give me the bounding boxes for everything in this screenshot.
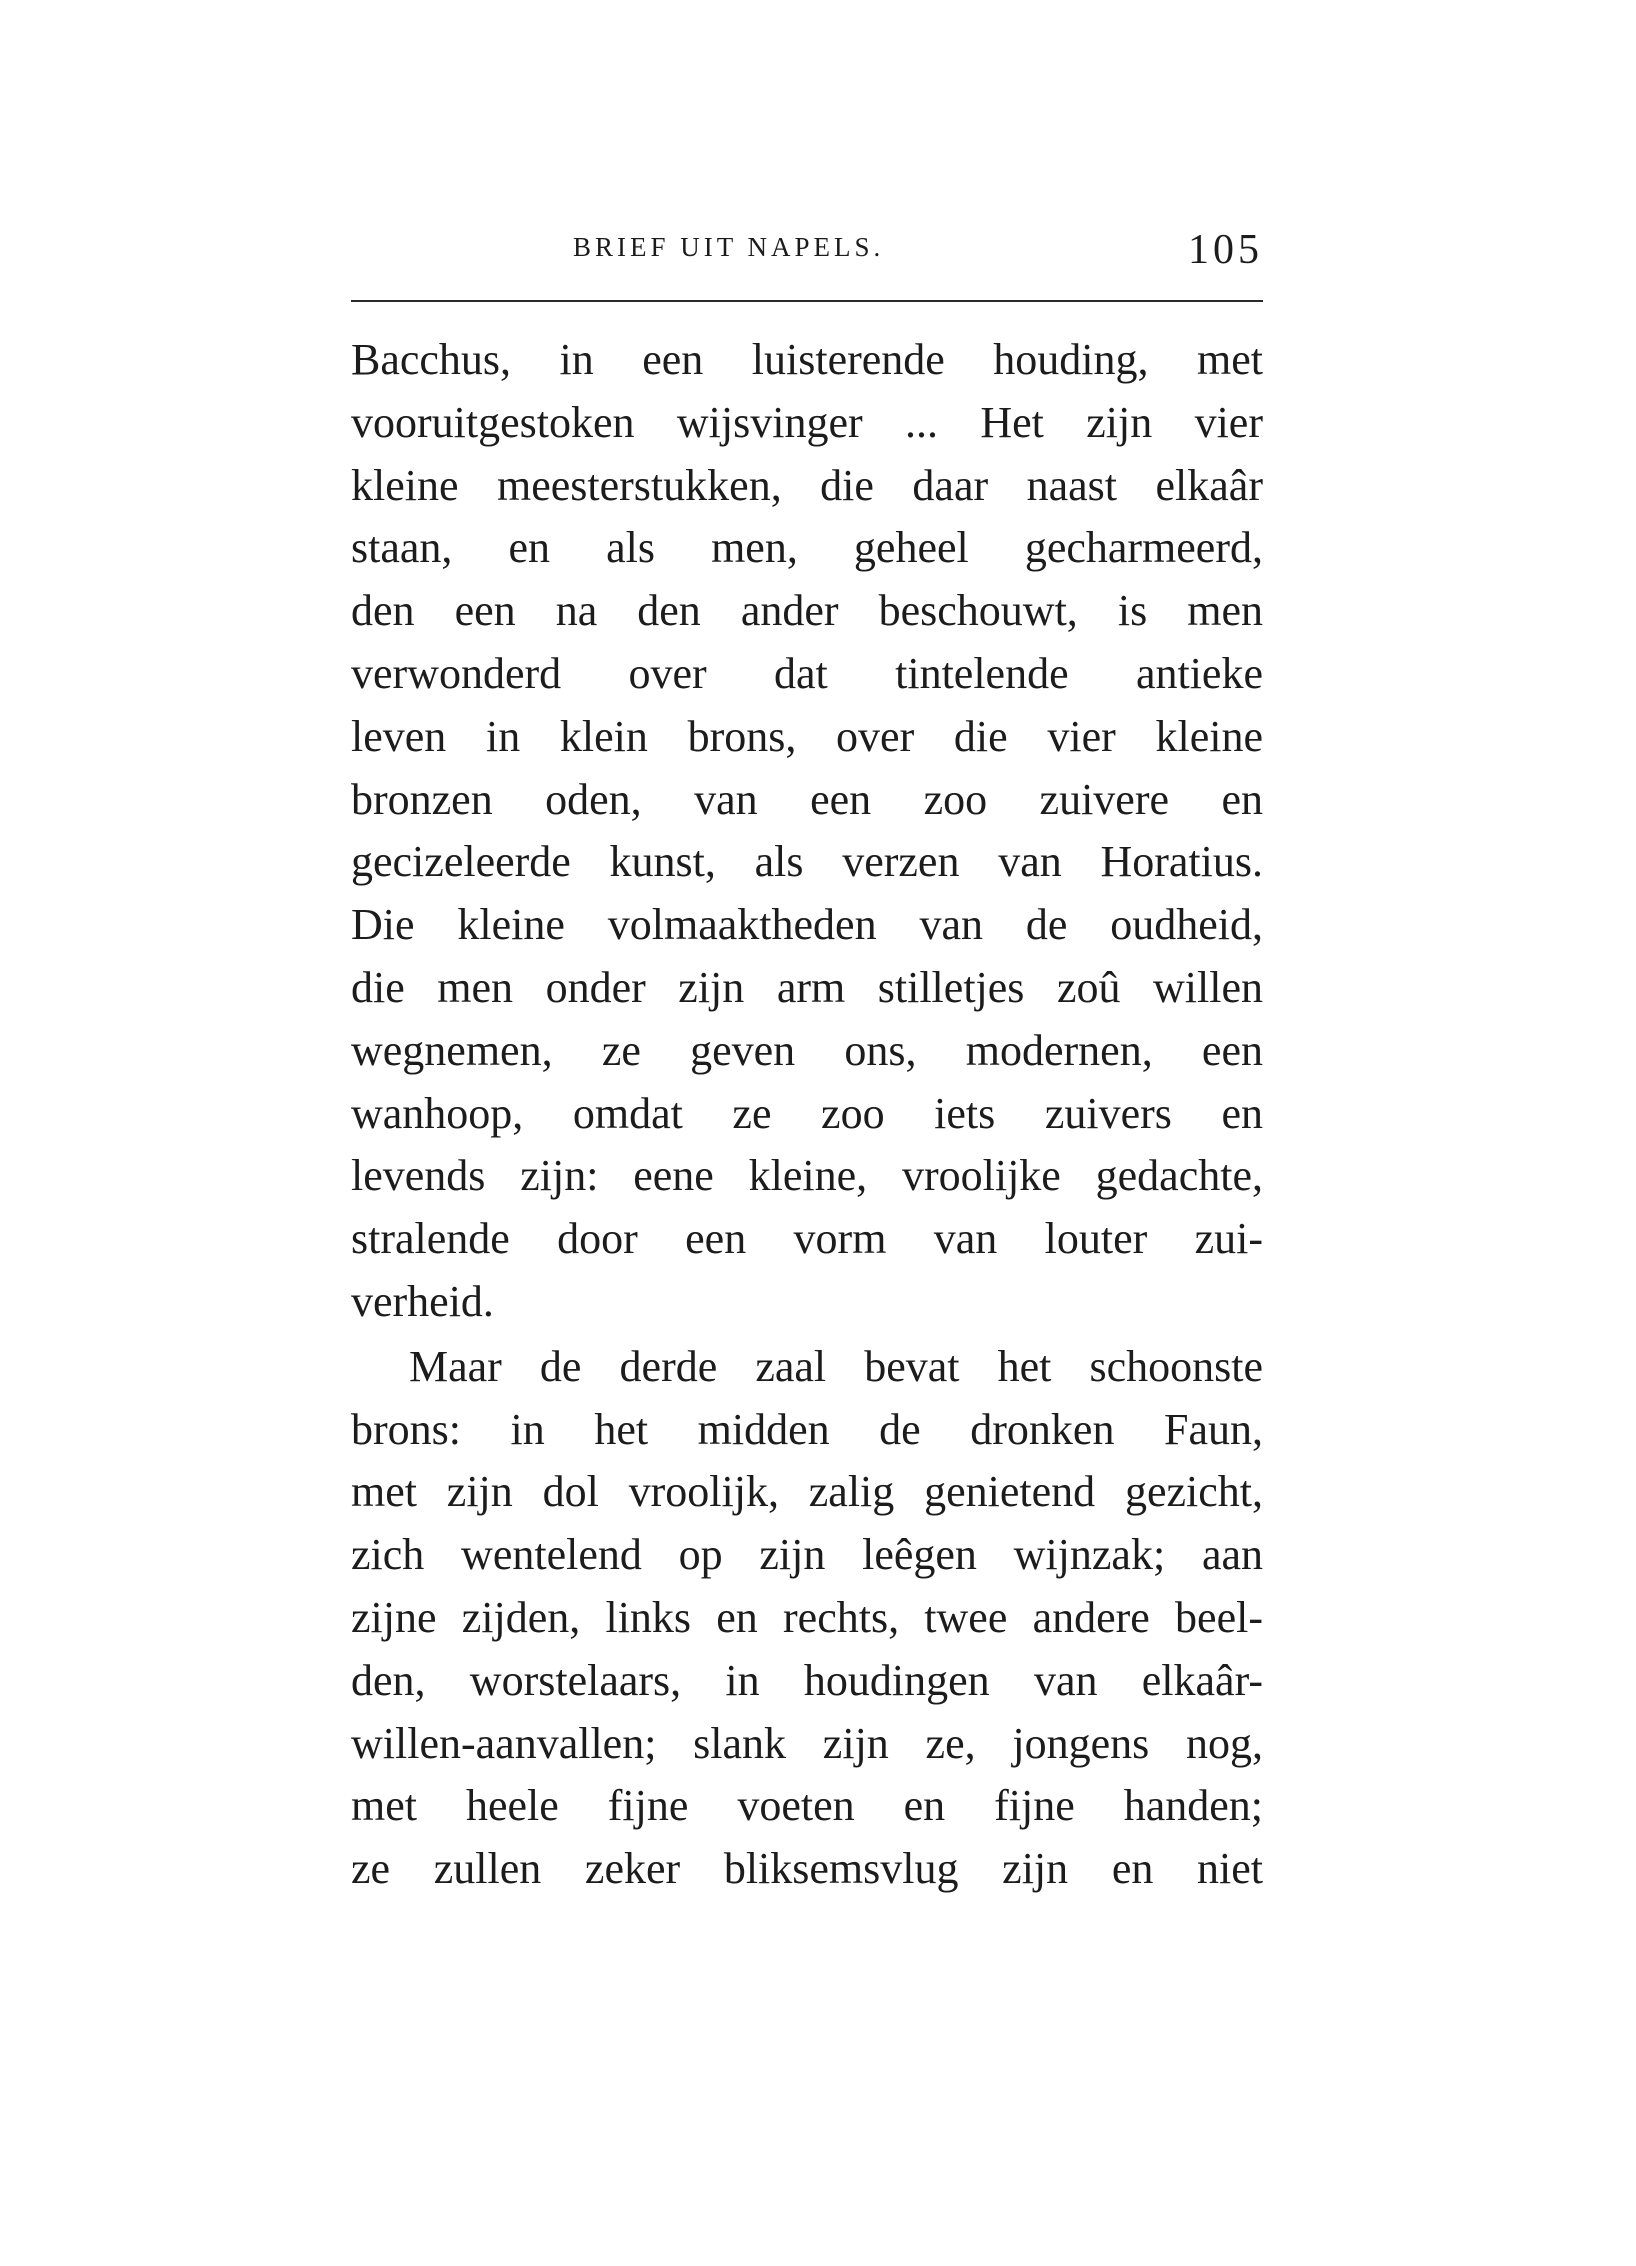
text-line: brons: in het midden de dronken Faun, [351, 1404, 1263, 1454]
body-text [351, 329, 1263, 1901]
text-line: zijne zijden, links en rechts, twee andere beel- [351, 1592, 1263, 1642]
header-rule [351, 300, 1263, 302]
text-line: bronzen oden, van een zoo zuivere en [351, 774, 1263, 824]
text-line: zich wentelend op zijn leêgen wijnzak; aan [351, 1530, 1263, 1580]
text-line: met heele fijne voeten en fijne handen; [351, 1781, 1263, 1831]
text-line: vooruitgestoken wijsvinger ... Het zijn vier [351, 397, 1263, 447]
text-line: kleine meesterstukken, die daar naast elkaâr [351, 460, 1263, 510]
text-line: die men onder zijn arm stilletjes zoû willen [351, 962, 1263, 1012]
running-title: BRIEF UIT NAPELS. [573, 232, 885, 262]
text-line: gecizeleerde kunst, als verzen van Horatius. [351, 837, 1263, 887]
text-line: Die kleine volmaaktheden van de oudheid, [351, 900, 1263, 950]
text-line: wanhoop, omdat ze zoo iets zuivers en [351, 1088, 1263, 1138]
text-line: leven in klein brons, over die vier kleine [351, 711, 1263, 761]
text-line: Bacchus, in een luisterende houding, met [351, 335, 1263, 384]
text-line: den een na den ander beschouwt, is men [351, 586, 1263, 636]
paragraph-2 [351, 1336, 1263, 1901]
page-number: 105 [1188, 227, 1263, 273]
text-line: wegnemen, ze geven ons, modernen, een [351, 1025, 1263, 1075]
text-line: met zijn dol vroolijk, zalig genietend gezicht, [351, 1467, 1263, 1517]
text-line: verheid. [351, 1276, 494, 1326]
text-line: Maar de derde zaal bevat het schoonste [409, 1341, 1263, 1391]
text-line: stralende door een vorm van louter zui- [351, 1214, 1263, 1264]
text-line: staan, en als men, geheel gecharmeerd, [351, 523, 1263, 573]
page-header [351, 227, 1263, 282]
text-line: den, worstelaars, in houdingen van elkaâr- [351, 1655, 1263, 1705]
text-line: levends zijn: eene kleine, vroolijke gedachte, [351, 1151, 1263, 1201]
text-line: verwonderd over dat tintelende antieke [351, 648, 1263, 698]
text-line: willen-aanvallen; slank zijn ze, jongens nog, [351, 1718, 1263, 1768]
paragraph-1 [351, 329, 1263, 1334]
text-line: ze zullen zeker bliksemsvlug zijn en niet [351, 1844, 1263, 1894]
